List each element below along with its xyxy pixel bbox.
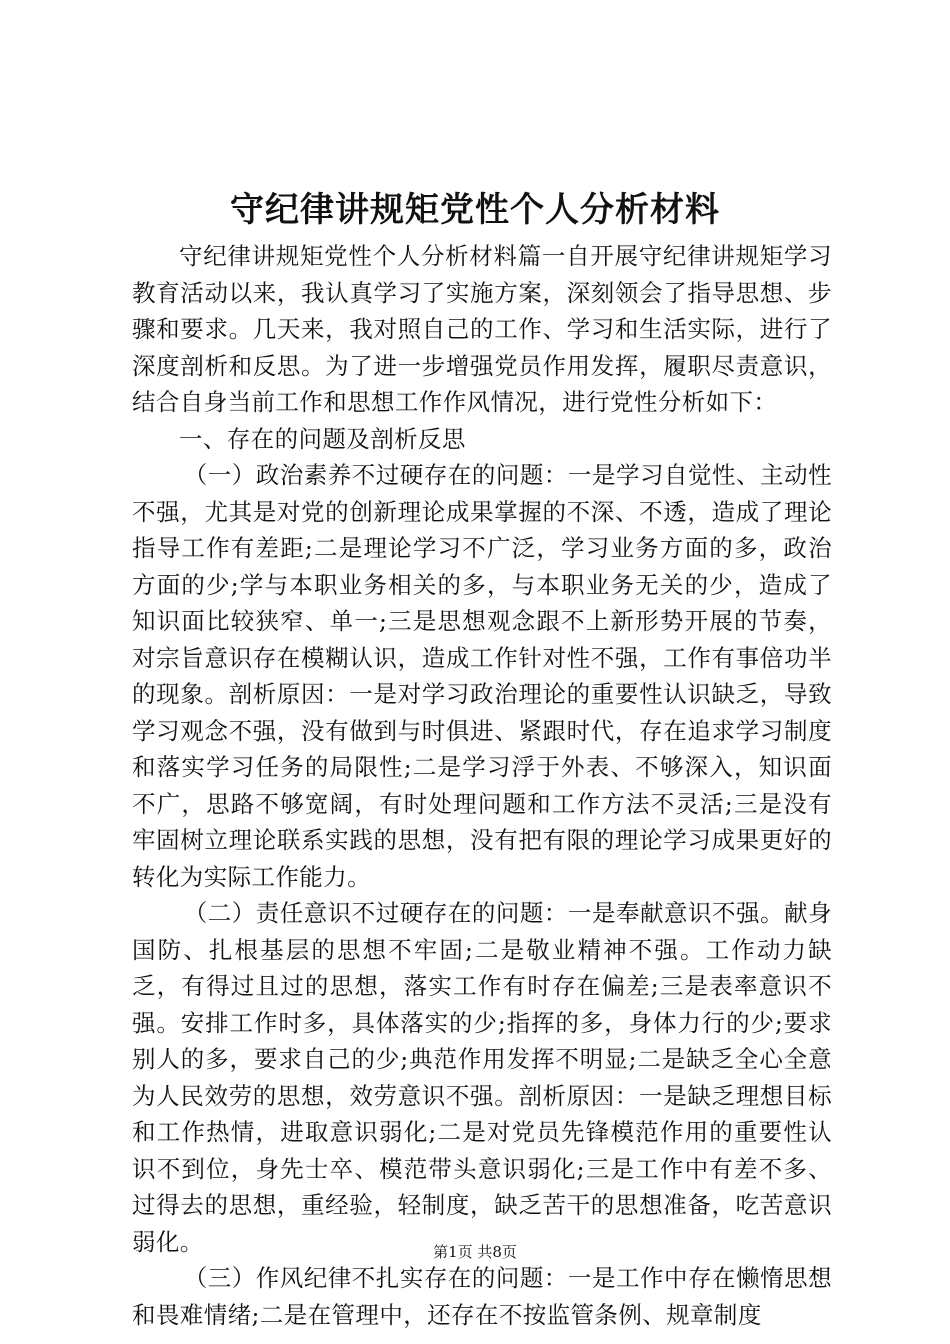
page-footer: 第1页 共8页: [433, 1243, 517, 1261]
section-heading: 一、存在的问题及剖析反思: [179, 424, 466, 453]
subsection-paragraph-2: （二）责任意识不过硬存在的问题：一是奉献意识不强。献身国防、扎根基层的思想不牢固;二是敬业精神不强。工作动力缺乏，有得过且过的思想，落实工作有时存在偏差;三是表率意识不强。安排工作时多，具体落实的少;指挥的多，身体力行的少;要求别人的多，要求自己的少;典范作用发挥不明显;二是缺乏全心全意为人民效劳的思想，效劳意识不强。剖析原因：一是缺乏理想目标和工作热情，进取意识弱化;二是对党员先锋模范作用的重要性认识不到位，身先士卒、模范带头意识弱化;三是工作中有差不多、过得去的思想，重经验，轻制度，缺乏苦干的思想准备，吃苦意识弱化。: [132, 899, 832, 1256]
subsection-paragraph-3: （三）作风纪律不扎实存在的问题：一是工作中存在懒惰思想和畏难情绪;二是在管理中，还存在不按监管条例、规章制度: [132, 1264, 832, 1329]
document-body: [132, 238, 832, 1333]
intro-paragraph: 守纪律讲规矩党性个人分析材料篇一自开展守纪律讲规矩学习教育活动以来，我认真学习了实施方案，深刻领会了指导思想、步骤和要求。几天来，我对照自己的工作、学习和生活实际，进行了深度剖析和反思。为了进一步增强党员作用发挥，履职尽责意识，结合自身当前工作和思想工作作风情况，进行党性分析如下：: [132, 242, 832, 416]
subsection-paragraph-1: （一）政治素养不过硬存在的问题：一是学习自觉性、主动性不强，尤其是对党的创新理论成果掌握的不深、不透，造成了理论指导工作有差距;二是理论学习不广泛，学习业务方面的多，政治方面的少;学与本职业务相关的多，与本职业务无关的少，造成了知识面比较狭窄、单一;三是思想观念跟不上新形势开展的节奏，对宗旨意识存在模糊认识，造成工作针对性不强，工作有事倍功半的现象。剖析原因：一是对学习政治理论的重要性认识缺乏，导致学习观念不强，没有做到与时俱进、紧跟时代，存在追求学习制度和落实学习任务的局限性;二是学习浮于外表、不够深入，知识面不广，思路不够宽阔，有时处理问题和工作方法不灵活;三是没有牢固树立理论联系实践的思想，没有把有限的理论学习成果更好的转化为实际工作能力。: [132, 461, 832, 891]
document-title: 守纪律讲规矩党性个人分析材料: [230, 190, 720, 230]
